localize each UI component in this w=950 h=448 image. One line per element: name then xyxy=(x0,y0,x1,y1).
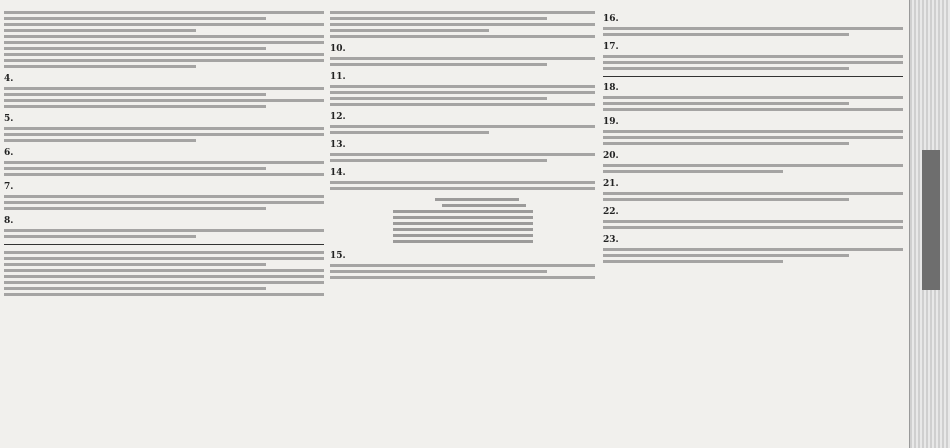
question-number: 12. xyxy=(330,112,346,122)
question-number: 22. xyxy=(603,207,619,217)
column-1 xyxy=(4,8,324,440)
column-2 xyxy=(330,8,595,440)
sidebar-title-strip xyxy=(922,150,940,290)
question-number: 17. xyxy=(603,42,619,52)
question-number: 7. xyxy=(4,182,14,192)
question-number: 11. xyxy=(330,72,346,82)
question-number: 8. xyxy=(4,216,14,226)
question-number: 14. xyxy=(330,168,346,178)
question-number: 5. xyxy=(4,114,14,124)
question-number: 21. xyxy=(603,179,619,189)
question-number: 23. xyxy=(603,235,619,245)
poem-block xyxy=(393,198,533,243)
question-number: 10. xyxy=(330,44,346,54)
binding-sidebar xyxy=(909,0,950,448)
question-number: 4. xyxy=(4,74,14,84)
question-number: 20. xyxy=(603,151,619,161)
question-number: 18. xyxy=(603,83,619,93)
question-number: 13. xyxy=(330,140,346,150)
column-3 xyxy=(603,8,903,440)
question-number: 16. xyxy=(603,14,619,24)
question-number: 6. xyxy=(4,148,14,158)
question-number: 15. xyxy=(330,251,346,261)
question-number: 19. xyxy=(603,117,619,127)
